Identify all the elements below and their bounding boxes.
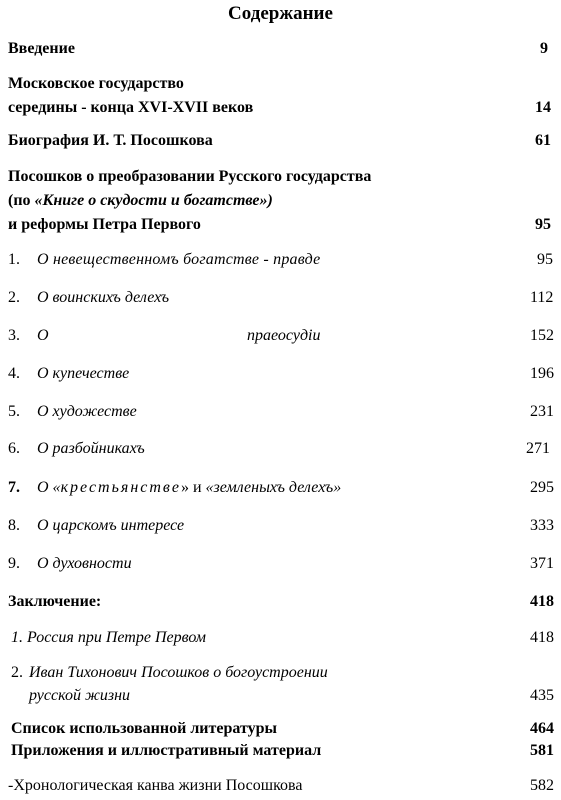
toc-page-number: 152 <box>530 327 554 344</box>
toc-page-number: 582 <box>530 777 554 794</box>
toc-page-number: 196 <box>530 365 554 382</box>
toc-label: Биография И. Т. Посошкова <box>8 132 213 149</box>
toc-label-part-b: праеосудіи <box>247 327 321 344</box>
toc-page-number: 464 <box>530 720 554 737</box>
toc-label-part-d: «земленыхъ делехъ» <box>205 479 342 496</box>
toc-chapter-number: 9. <box>8 555 20 572</box>
toc-page-number: 371 <box>530 555 554 572</box>
toc-page-number: 9 <box>540 40 548 57</box>
toc-page-number: 418 <box>530 593 554 610</box>
toc-label-book-title: «Книге о скудости и богатстве») <box>34 192 273 209</box>
toc-label: Введение <box>8 40 75 57</box>
toc-label-line1: Иван Тихонович Посошков о богоустроении <box>29 664 328 681</box>
toc-label-part-a: О « <box>37 479 61 496</box>
toc-label-part-b: крестьянстве <box>60 479 181 496</box>
page-title: Содержание <box>228 3 333 24</box>
toc-chapter-number: 5. <box>8 403 20 420</box>
toc-label: О разбойникахъ <box>37 440 145 457</box>
toc-chapter-number: 3. <box>8 327 20 344</box>
toc-label: О воинскихъ делехъ <box>37 289 170 306</box>
toc-page-number: 14 <box>535 99 551 116</box>
toc-label: -Хронологическая канва жизни Посошкова <box>8 777 303 794</box>
toc-chapter-number: 6. <box>8 440 20 457</box>
toc-label-line2: середины - конца XVI-XVII веков <box>8 99 254 116</box>
toc-page-number: 231 <box>530 403 554 420</box>
toc-chapter-number: 4. <box>8 365 20 382</box>
toc-label-part-c: » и <box>180 479 206 496</box>
toc-page-number: 271 <box>526 440 550 457</box>
toc-label: О царскомъ интересе <box>37 517 185 534</box>
toc-chapter-number: 2. <box>8 289 20 306</box>
toc-label: Заключение: <box>8 593 102 610</box>
toc-page-number: 112 <box>530 289 554 306</box>
toc-label-line3: и реформы Петра Первого <box>8 216 201 233</box>
toc-label-part-a: О <box>37 327 49 344</box>
toc-chapter-number: 1. <box>8 251 20 268</box>
toc-label: О купечестве <box>37 365 130 382</box>
toc-label-prefix: (по <box>8 192 35 209</box>
toc-chapter-number: 7. <box>8 479 20 496</box>
toc-page-number: 61 <box>535 132 551 149</box>
toc-page-number: 418 <box>530 629 554 646</box>
toc-page-number: 295 <box>530 479 554 496</box>
toc-label: О невещественномъ богатстве - правде <box>37 251 321 268</box>
toc-label-line2: русской жизни <box>29 687 131 704</box>
toc-page-number: 581 <box>530 742 554 759</box>
toc-label: О духовности <box>37 555 132 572</box>
toc-page-number: 333 <box>530 517 554 534</box>
toc-label-line2 <box>8 192 273 210</box>
toc-label-line1: Московское государство <box>8 75 184 92</box>
toc-chapter-number: 2. <box>11 664 23 681</box>
toc-label: Список использованной литературы <box>11 720 277 737</box>
toc-page-number: 435 <box>530 687 554 704</box>
toc-page-number: 95 <box>537 251 553 268</box>
toc-page-number: 95 <box>535 216 551 233</box>
toc-label <box>37 479 341 497</box>
toc-chapter-number: 8. <box>8 517 20 534</box>
toc-label: О художестве <box>37 403 137 420</box>
toc-label-line1: Посошков о преобразовании Русского государства <box>8 168 372 185</box>
toc-label: Приложения и иллюстративный материал <box>11 742 322 759</box>
toc-label: 1. Россия при Петре Первом <box>11 629 206 646</box>
